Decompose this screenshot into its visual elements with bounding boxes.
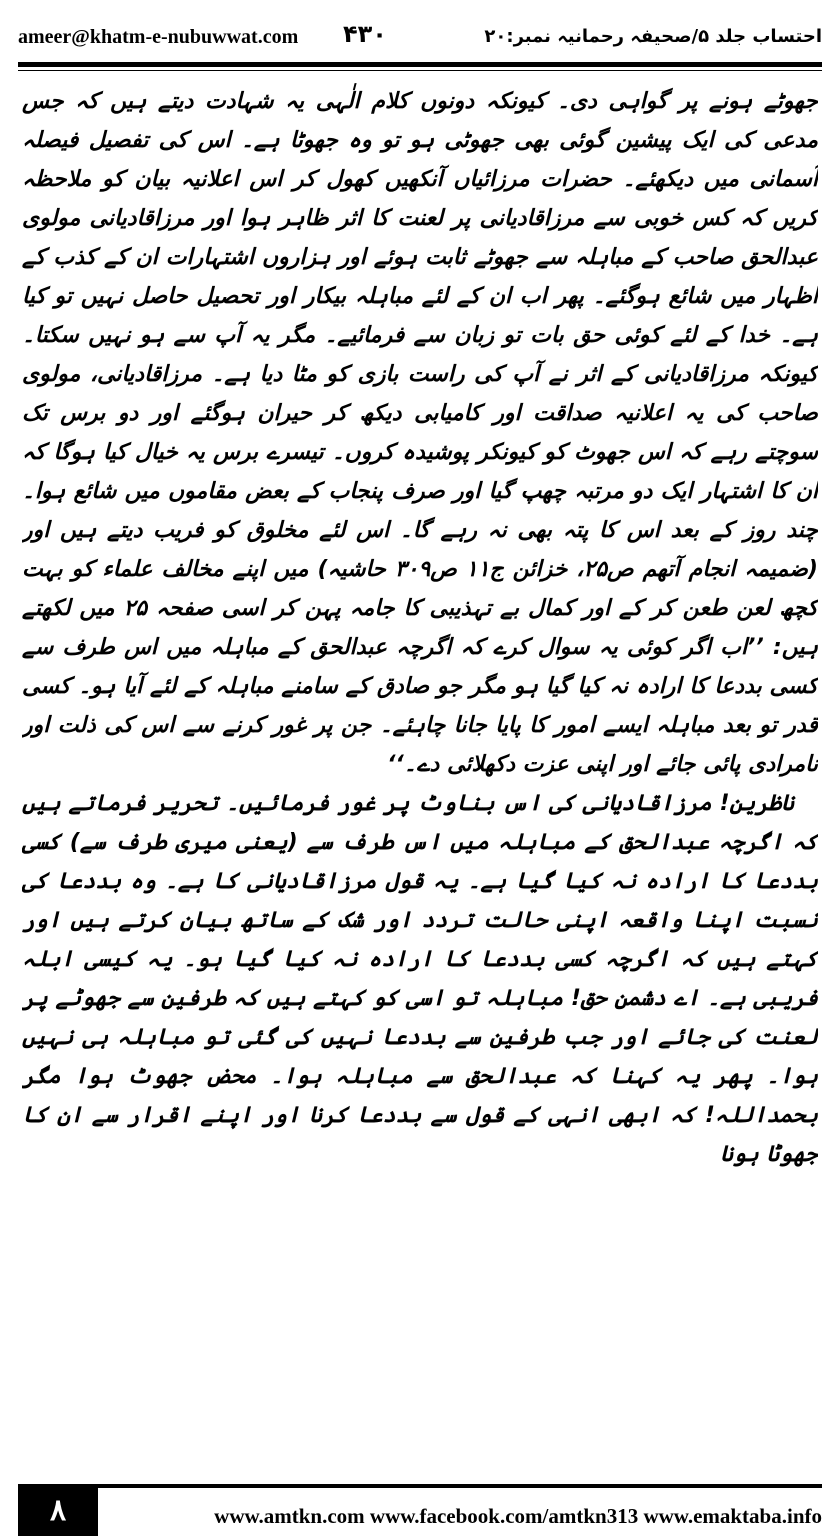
body-text [22,82,818,1472]
footer-page-number: ۸ [18,1486,98,1536]
footer-urls: www.amtkn.com www.facebook.com/amtkn313 www.emaktaba.info [214,1504,822,1528]
header-rule-thin [18,70,822,71]
paragraph-1: جھوٹے ہونے پر گواہی دی۔ کیونکہ دونوں کلام الٰہی یہ شہادت دیتے ہیں کہ جس مدعی کی ایک پیشین گوئی بھی جھوٹی ہو تو وہ جھوٹا ہے۔ اس کی تفصیل فیصلہ آسمانی میں دیکھئے۔ حضرات مرزائیاں آنکھیں کھول کر اس اعلانیہ بیان کو ملاحظہ کریں کہ کس خوبی سے مرزاقادیانی پر لعنت کا اثر ظاہر ہوا اور مرزاقادیانی مولوی عبدالحق صاحب کے مباہلہ سے جھوٹے ثابت ہوئے اور ہزاروں اشتہارات ان کے کذب کے اظہار میں شائع ہوگئے۔ پھر اب ان کے لئے مباہلہ بیکار اور تحصیل حاصل نہیں تو کیا ہے۔ خدا کے لئے کوئی حق بات تو زبان سے فرمائیے۔ مگر یہ آپ سے ہو نہیں سکتا۔ کیونکہ مرزاقادیانی کے اثر نے آپ کی راست بازی کو مٹا دیا ہے۔ مرزاقادیانی، مولوی صاحب کی یہ اعلانیہ صداقت اور کامیابی دیکھ کر حیران ہوگئے اور دو برس تک سوچتے رہے کہ اس جھوٹ کو کیونکر پوشیدہ کروں۔ تیسرے برس یہ خیال کیا ہوگا کہ ان کا اشتہار ایک دو مرتبہ چھپ گیا اور صرف پنجاب کے بعض مقاموں میں شائع ہوا۔ چند روز کے بعد اس کا پتہ بھی نہ رہے گا۔ اس لئے مخلوق کو فریب دیتے ہیں اور (ضمیمہ انجام آتھم ص۲۵، خزائن ج۱۱ ص۳۰۹ حاشیہ) میں اپنے مخالف علماء کو بہت کچھ لعن طعن کر کے اور کمال بے تہذیبی کا جامہ پہن کر اسی صفحہ ۲۵ میں لکھتے ہیں: ’’اب اگر کوئی یہ سوال کرے کہ اگرچہ عبدالحق کے مباہلہ میں اس طرف سے کسی بددعا کا ارادہ نہ کیا گیا ہو مگر جو صادق کے سامنے مباہلہ کے لئے آیا ہو۔ کسی قدر تو بعد مباہلہ ایسے امور کا پایا جانا چاہئے۔ جن پر غور کرنے سے اس کی ذلت اور نامرادی پائی جائے اور اپنی عزت دکھلائی دے۔‘‘ [22,89,818,777]
page-header [18,12,822,62]
header-page-number: ۴۳۰ [343,20,387,48]
footer-rule [18,1484,822,1488]
header-book-title: احتساب جلد ۵/صحیفہ رحمانیہ نمبر:۲۰ [484,26,822,47]
paragraph-2: ناظرین! مرزاقادیانی کی اس بناوٹ پر غور فرمائیں۔ تحریر فرماتے ہیں کہ اگرچہ عبدالحق کے مباہلہ میں اس طرف سے (یعنی میری طرف سے) کسی بددعا کا ارادہ نہ کیا گیا ہے۔ یہ قول مرزاقادیانی کا ہے۔ وہ بددعا کی نسبت اپنا واقعہ اپنی حالت تردد اور شک کے ساتھ بیان کرتے ہیں اور کہتے ہیں کہ اگرچہ کسی بددعا کا ارادہ نہ کیا گیا ہو۔ یہ کیسی ابلہ فریبی ہے۔ اے دشمن حق! مباہلہ تو اسی کو کہتے ہیں کہ طرفین سے جھوٹے پر لعنت کی جائے اور جب طرفین سے بددعا نہیں کی گئی تو مباہلہ ہی نہیں ہوا۔ پھر یہ کہنا کہ عبدالحق سے مباہلہ ہوا۔ محض جھوٹ ہوا مگر بحمداللہ! کہ ابھی انہی کے قول سے بددعا کرنا اور اپنے اقرار سے ان کا جھوٹا ہونا [22,791,818,1167]
header-rule-thick [18,62,822,67]
header-email: ameer@khatm-e-nubuwwat.com [18,26,299,48]
